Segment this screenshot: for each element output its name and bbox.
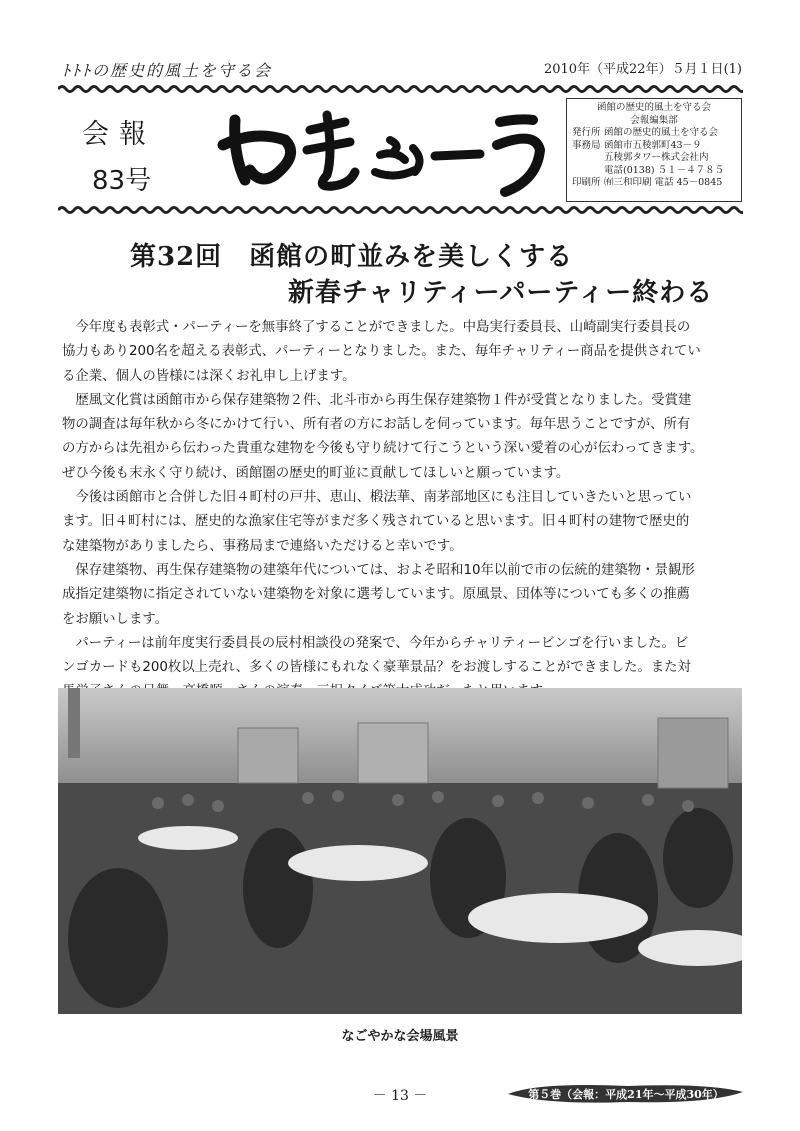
spacer xyxy=(572,165,604,178)
office-label: 事務局 xyxy=(572,139,601,151)
article-line: 成指定建築物に指定されていない建築物を対象に選考しています。原風景、団体等についても多くの推薦 xyxy=(62,587,691,603)
printer-value: ㈲三和印刷 電話 45－0845 xyxy=(604,177,723,188)
article-line: な建築物がありましたら、事務局まで連絡いただけると幸いです。 xyxy=(62,538,463,554)
headline-line-1: 第32回 函館の町並みを美しくする xyxy=(130,242,574,272)
spacer xyxy=(572,152,604,165)
article-line: ます。旧４町村には、歴史的な漁家住宅等がまだ多く残されていると思います。旧４町村の建物で歴史的 xyxy=(62,514,690,530)
printer-label: 印刷所 xyxy=(572,177,601,188)
office-line: 函館市五稜郭町43－９ xyxy=(604,139,702,151)
publisher-row xyxy=(572,127,736,140)
office-row-3 xyxy=(572,165,736,178)
article-line: 協力もあり200名を超える表彰式、パーティーとなりました。また、毎年チャリティー商品を提供されてい xyxy=(62,344,701,360)
article-line: 歴風文化賞は函館市から保存建築物２件、北斗市から再生保存建築物１件が受賞となりました。受賞建 xyxy=(75,392,692,408)
issue-date: 2010年（平成22年）５月１日(1) xyxy=(543,62,742,77)
article-line: ンゴカードも200枚以上売れ、多くの皆様にもれなく豪華景品？をお渡しすることができました。また対 xyxy=(62,660,691,676)
article-line: 物の調査は毎年秋から冬にかけて行い、所有者の方にお話しを伺っています。毎年思うことですが、所有 xyxy=(62,417,691,433)
top-border xyxy=(58,84,743,94)
banquet-photo-illustration xyxy=(58,688,742,1014)
publisher-value: 函館の歴史的風土を守る会 xyxy=(604,127,719,138)
masthead-logo xyxy=(215,100,555,200)
article-line: 今後は函館市と合併した旧４町村の戸井、恵山、椴法華、南茅部地区にも注目していきたいと思ってい xyxy=(75,490,692,506)
org-name: 函館の歴史的風土を守る会 xyxy=(596,102,711,113)
article-line: 今年度も表彰式・パーティーを無事終了することができました。中島実行委員長、山崎副実行委員長の xyxy=(75,320,691,335)
office-line: 五稜郭タワー株式会社内 xyxy=(604,152,709,163)
article-line: パーティーは前年度実行委員長の辰村相談役の発案で、今年からチャリティービンゴを行いました。ビ xyxy=(75,635,689,651)
office-phone: 電話(0138) ５１－４７８５ xyxy=(604,164,725,176)
publisher-label: 発行所 xyxy=(572,127,601,138)
office-row xyxy=(572,140,736,153)
publisher-info-box xyxy=(566,98,742,202)
photo-caption: なごやかな会場風景 xyxy=(341,1029,459,1044)
volume-banner xyxy=(508,1080,743,1106)
article-line: の方からは先祖から伝わった貴重な建物を今後も守り続けて行こうという深い愛着の心が伝わってきます。 xyxy=(62,441,704,457)
headline-line-2: 新春チャリティーパーティー終わる xyxy=(288,278,714,308)
article-line: ぜひ今後も末永く守り続け、函館圏の歴史的町並に貢献してほしいと願っています。 xyxy=(62,465,570,481)
office-row-2 xyxy=(572,152,736,165)
bulletin-label: 会報 xyxy=(82,119,156,150)
header-tagline: ﾄﾄﾄの歴史的風土を守る会 xyxy=(62,61,273,80)
page-number: － 13 － xyxy=(372,1088,428,1104)
banquet-photo xyxy=(58,688,742,1014)
editorial-dept: 会報編集部 xyxy=(630,114,678,126)
article-line: る企業、個人の皆様には深くお礼申し上げます。 xyxy=(62,368,356,384)
article-line: 保存建築物、再生保存建築物の建築年代については、およそ昭和10年以前で市の伝統的建築物・景観形 xyxy=(75,562,695,578)
masthead-bottom-border xyxy=(58,205,743,215)
printer-row xyxy=(572,177,736,190)
article-line: をお願いします。 xyxy=(62,611,169,627)
volume-label: 第５巻（会報：平成21年〜平成30年） xyxy=(528,1088,724,1101)
article-body xyxy=(62,316,742,729)
issue-number: 83号 xyxy=(92,166,152,196)
